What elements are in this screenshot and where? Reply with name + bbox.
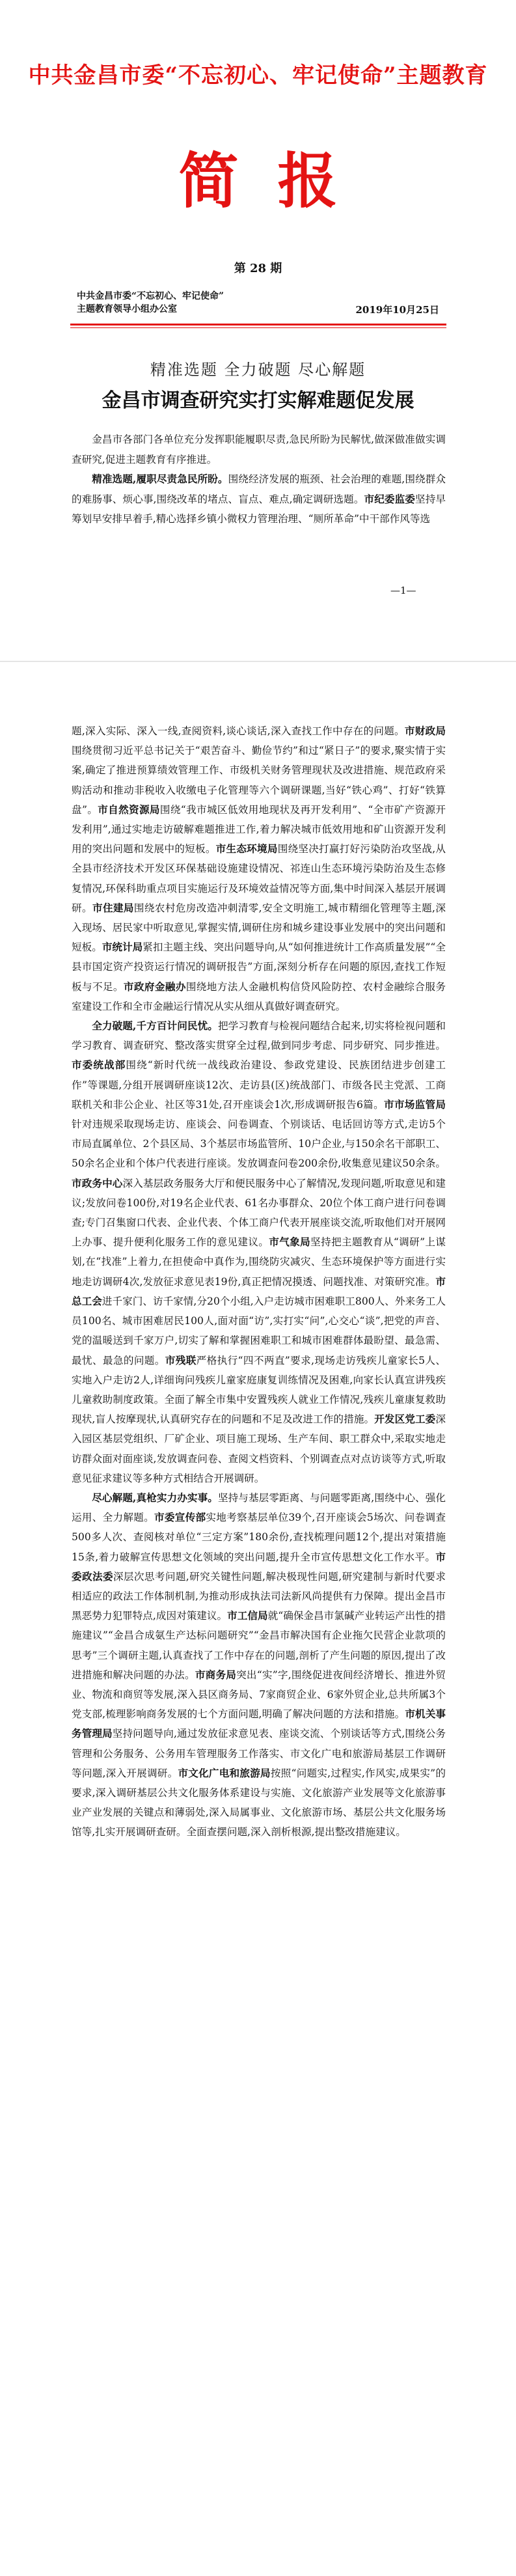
issue-number: 第 28 期 xyxy=(234,262,282,275)
page-number: —1— xyxy=(390,585,416,596)
masthead-top-title: 中共金昌市委“不忘初心、牢记使命”主题教育 xyxy=(28,62,488,89)
red-rule-thin xyxy=(70,327,446,328)
keyword: 市机关事务管理局 xyxy=(72,1708,446,1740)
keyword: 市委统战部 xyxy=(72,1059,126,1072)
keyword: 开发区党工委 xyxy=(374,1413,436,1426)
keyword: 市纪委监委 xyxy=(364,492,415,505)
paragraph-text: 深层次思考问题,研究关键性问题,解决极现性问题,研究建制与新时代要求相适应的政法工作体制机制,为推动形成执法司法新风尚提供有力保障。提出金昌市黑恶势力犯罪特点,成因对策建议。 xyxy=(72,1570,446,1622)
keyword: 市总工会 xyxy=(72,1275,446,1307)
keyword: 市残联 xyxy=(165,1353,197,1366)
org-line-2: 主题教育领导小组办公室 xyxy=(77,304,177,314)
paragraph-text: 围绕经济发展的瓶颈、社会治理的难题,围绕群众的难肠事、烦心事,围绕改革的堵点、盲点、难点,确定调研选题。 xyxy=(72,473,446,505)
page-divider xyxy=(0,661,516,662)
paragraph-text: 针对违规采取现场走访、座谈会、问卷调查、个别谈话、电话回访等方式,走访5个市局直属单位、2个县区局、3个基层市场监管所、10户企业,与150余名干部职工、50余名企业和个体户代表进行座谈。发放调查问卷200余份,收集意见建议50余条。 xyxy=(72,1118,446,1170)
article-headline: 金昌市调查研究实打实解难题促发展 xyxy=(102,389,414,412)
paragraph-text: 就“确保金昌市氯碱产业转运产出性的措施建议”“金昌合成氨生产达标问题研究”“金昌市解决国有企业拖欠民营企业款项的思考”三个调研主题,认真查找了工作中存在的问题,剖析了产生问题的原因,提出了改进措施和解决问题的办法。 xyxy=(72,1610,446,1681)
article-body-page-2 xyxy=(72,721,446,1842)
keyword: 市文化广电和旅游局 xyxy=(178,1766,271,1779)
paragraph xyxy=(72,721,446,1016)
org-name xyxy=(77,290,239,316)
paragraph-text: 围绕“新时代统一战线政治建设、参政党建设、民族团结进步创建工作”等课题,分组开展调研座谈12次、走访县(区)统战部门、市级各民主党派、工商联机关和非公企业、社区等31处,召开座谈会1次,形成调研报告6篇。 xyxy=(72,1059,446,1111)
keyword: 尽心解题,真枪实力办实事。 xyxy=(92,1491,218,1504)
keyword: 市委宣传部 xyxy=(154,1511,206,1524)
org-line-1: 中共金昌市委“不忘初心、牢记使命” xyxy=(77,291,224,301)
paragraph-text: 实地考察基层单位39个,召开座谈会5场次、问卷调查500多人次、查阅核对单位“三定方案”180余份,查找梳理问题12个,提出对策措施15条,着力破解宣传思想文化领域的突出问题,提升全市宣传思想文化工作水平。 xyxy=(72,1512,446,1563)
paragraph-text: 围绕坚决打赢打好污染防治攻坚战,从全县市经济技术开发区环保基础设施建设情况、祁连山生态环境污染防治及生态修复情况,环保科助重点项目实施运行及环境效益情况等方面,集中时间深入基层开展调研。 xyxy=(72,843,446,914)
paragraph-text: 坚持把主题教育从“调研”上谋划,在“找准”上着力,在担使命中真作为,围绕防灾减灾、生态环境保护等方面进行实地走访调研4次,发放征求意见表19份,真正把情况摸透、问题找准、对策研究准。 xyxy=(72,1236,446,1288)
keyword: 市统计局 xyxy=(102,941,143,954)
red-rule xyxy=(70,324,446,325)
paragraph-text: 突出“实”字,围绕促进夜间经济增长、推进外贸业、物流和商贸等发展,深入县区商务局、7家商贸企业、6家外贸企业,总共所属3个党支部,梳理影响商务发展的七个方面问题,明确了解决问题的方法和措施。 xyxy=(72,1669,446,1721)
keyword: 市商务局 xyxy=(195,1668,237,1681)
keyword: 市财政局 xyxy=(404,725,446,737)
paragraph-text: 紧扣主题主线、突出问题导向,从“如何推进统计工作高质量发展”“全县市国定资产投资运行情况的调研报告”方面,深刻分析存在问题的原因,查找工作短板与不足。 xyxy=(72,941,446,993)
paragraph-text: 把学习教育与检视问题结合起来,切实将检视问题和学习教育、调查研究、整改落实贯穿全过程,做到同步考虑、同步研究、同步推进。 xyxy=(72,1020,446,1052)
paragraph-text: 深入园区基层党组织、厂矿企业、项目施工现场、生产车间、职工群众中,采取实地走访群众面对面座谈,发放调查问卷、查阅文档资料、个别调查点对点访谈等方式,听取意见征求建议等多种方式相结合开展调研。 xyxy=(72,1413,446,1484)
keyword: 精准选题,履职尽责急民所盼。 xyxy=(92,473,228,485)
paragraph-text: 严格执行“四不两直”要求,现场走访残疾儿童家长5人、实地入户走访2人,详细询问残疾儿童家庭康复训练情况及困难,向家长认真宣讲残疾儿童救助制度政策。全面了解全市集中安置残疾人就业工作情况,残疾儿童康复救助现状,盲人按摩现状,认真研究存在的问题和不足及改进工作的措施。 xyxy=(72,1354,446,1426)
keyword: 市委政法委 xyxy=(72,1550,446,1583)
paragraph-text: 围绕“我市城区低效用地现状及再开发利用”、“全市矿产资源开发利用”,通过实地走访破解难题推进工作,着力解决城市低效用地和矿山资源开发利用的突出问题和发展中的短板。 xyxy=(72,803,446,855)
paragraph-text: 进千家门、访千家情,分20个小组,入户走访城市困难职工800人、外来务工人员100名、城市困难居民100人,面对面“访”,实打实“问”,心交心“谈”,把党的声音、党的温暖送到千家万户,切实了解和掌握困难职工和城市困难群体最盼望、最急需、最忧、最急的问题。 xyxy=(72,1295,446,1366)
paragraph xyxy=(72,469,446,529)
paragraph-text: 围绕地方法人金融机构信贷风险防控、农村金融综合服务室建设工作和全市金融运行情况从实从细从真做好调查研究。 xyxy=(72,980,446,1012)
keyword: 市自然资源局 xyxy=(98,803,160,816)
keyword: 市住建局 xyxy=(92,901,134,914)
article-body-page-1 xyxy=(72,430,446,529)
paragraph-text: 围绕贯彻习近平总书记关于“艰苦奋斗、勤俭节约”和过“紧日子”的要求,聚实情于实案,确定了推进预算绩效管理工作、市级机关财务管理现状及改进措施、规范政府采购活动和推动非税收入收缴电子化管理等六个调研课题,当好“铁心鸡”、打好“铁算盘”。 xyxy=(72,745,446,816)
paragraph-text: 深入基层政务服务大厅和便民服务中心了解情况,发现问题,听取意见和建议;发放问卷100份,对19名企业代表、61名办事群众、20位个体工商户进行问卷调查;专门召集窗口代表、企业代表、个体工商户代表开展座谈交流,听取他们对开展网上办事、提升便利化服务工作的意见建议。 xyxy=(72,1177,446,1249)
paragraph-text: 题,深入实际、深入一线,查阅资料,谈心谈话,深入查找工作中存在的问题。 xyxy=(72,725,405,737)
keyword: 市政务中心 xyxy=(72,1176,123,1189)
keyword: 市市场监管局 xyxy=(383,1098,446,1111)
keyword: 市气象局 xyxy=(269,1236,311,1249)
keyword: 市生态环境局 xyxy=(215,842,278,855)
issue-date: 2019年10月25日 xyxy=(355,304,439,316)
keyword: 市工信局 xyxy=(227,1609,268,1622)
paragraph-text: 坚持与基层零距离、与问题零距离,围绕中心、强化运用、全力解题。 xyxy=(72,1491,446,1524)
paragraph-text: 坚持问题导向,通过发放征求意见表、座谈交流、个别谈话等方式,围绕公务管理和公务服务、公务用车管理服务工作落实、市文化广电和旅游局基层工作调研等问题,深入开展调研。 xyxy=(72,1728,446,1779)
paragraph-text: 围绕农村危房改造冲刺清零,安全文明施工,城市精细化管理等主题,深入现场、居民家中听取意见,掌握实情,调研住房和城乡建设事业发展中的突出问题和短板。 xyxy=(72,902,446,954)
keyword: 市政府金融办 xyxy=(123,980,186,993)
paragraph-text: 按照“问题实,过程实,作风实,成果实”的要求,深入调研基层公共文化服务体系建设与实施、文化旅游产业发展等文化旅游事业产业发展的关键点和薄弱处,深入局属事业、文化旅游市场、基层公共文化服务场馆等,扎实开展调研查研。全面查摆问题,深入剖析根源,提出整改措施建议。 xyxy=(72,1767,446,1838)
intro-paragraph: 金昌市各部门各单位充分发挥职能履职尽责,急民所盼为民解忧,做深做准做实调查研究,促进主题教育有序推进。 xyxy=(72,434,446,465)
article-subtitle: 精准选题 全力破题 尽心解题 xyxy=(150,361,366,379)
masthead-big-title: 简报 xyxy=(178,146,377,216)
paragraph xyxy=(72,1016,446,1488)
keyword: 全力破题,千方百计问民忧。 xyxy=(92,1019,218,1032)
paragraph-text: 坚持早筹划早安排早着手,精心选择乡镇小微权力管理治理、“厕所革命”中干部作风等选 xyxy=(72,493,446,525)
paragraph xyxy=(72,1488,446,1842)
